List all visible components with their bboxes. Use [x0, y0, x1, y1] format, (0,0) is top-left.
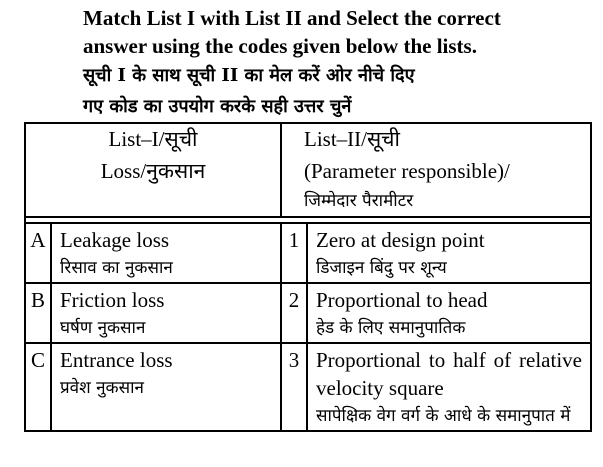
list2-subtitle-hi: जिम्मेदार पैरामीटर — [304, 191, 414, 211]
table-header-row — [25, 123, 591, 217]
list1-title: List–I/सूची — [108, 127, 198, 151]
match-lists-table — [24, 122, 592, 432]
question-hi-line2: गए कोड का उपयोग करके सही उत्तर चुनें — [83, 96, 352, 117]
list1-item-en: Friction loss — [60, 288, 165, 312]
list2-item-hi: हेड के लिए समानुपातिक — [316, 318, 466, 338]
list1-item-hi: रिसाव का नुकसान — [60, 258, 173, 278]
list2-item-en: Proportional to head — [316, 288, 488, 312]
list1-item-en: Entrance loss — [60, 348, 173, 372]
list2-item-en: Zero at design point — [316, 228, 485, 252]
list2-item — [307, 283, 591, 343]
question-text — [83, 4, 599, 122]
list1-item-hi: प्रवेश नुकसान — [60, 378, 144, 398]
list1-label: B — [25, 283, 51, 343]
table-row — [25, 343, 591, 431]
list2-item — [307, 343, 591, 431]
list2-header — [281, 123, 591, 217]
list2-item-en: Proportional to half of relative velocity square — [316, 348, 582, 400]
list2-label: 1 — [281, 223, 307, 283]
list1-subtitle: Loss/नुकसान — [100, 159, 206, 183]
list2-title: List–II/सूची — [304, 127, 400, 151]
list2-subtitle: (Parameter responsible)/ — [304, 159, 510, 183]
question-hi-line1: सूची I के साथ सूची II का मेल करें ओर नीचे दिए — [83, 65, 415, 86]
list1-item — [51, 223, 281, 283]
question-en-line1: Match List I with List II and Select the correct — [83, 6, 501, 30]
list1-item — [51, 283, 281, 343]
list1-header — [25, 123, 281, 217]
list1-label: A — [25, 223, 51, 283]
table-row — [25, 223, 591, 283]
list1-item — [51, 343, 281, 431]
list1-item-hi: घर्षण नुकसान — [60, 318, 146, 338]
list2-label: 3 — [281, 343, 307, 431]
list1-item-en: Leakage loss — [60, 228, 170, 252]
table-row — [25, 283, 591, 343]
list2-label: 2 — [281, 283, 307, 343]
list2-item-hi: सापेक्षिक वेग वर्ग के आधे के समानुपात में — [316, 406, 571, 426]
list2-item — [307, 223, 591, 283]
list2-item-hi: डिजाइन बिंदु पर शून्य — [316, 258, 447, 278]
question-en-line2: answer using the codes given below the lists. — [83, 34, 477, 58]
list1-label: C — [25, 343, 51, 431]
